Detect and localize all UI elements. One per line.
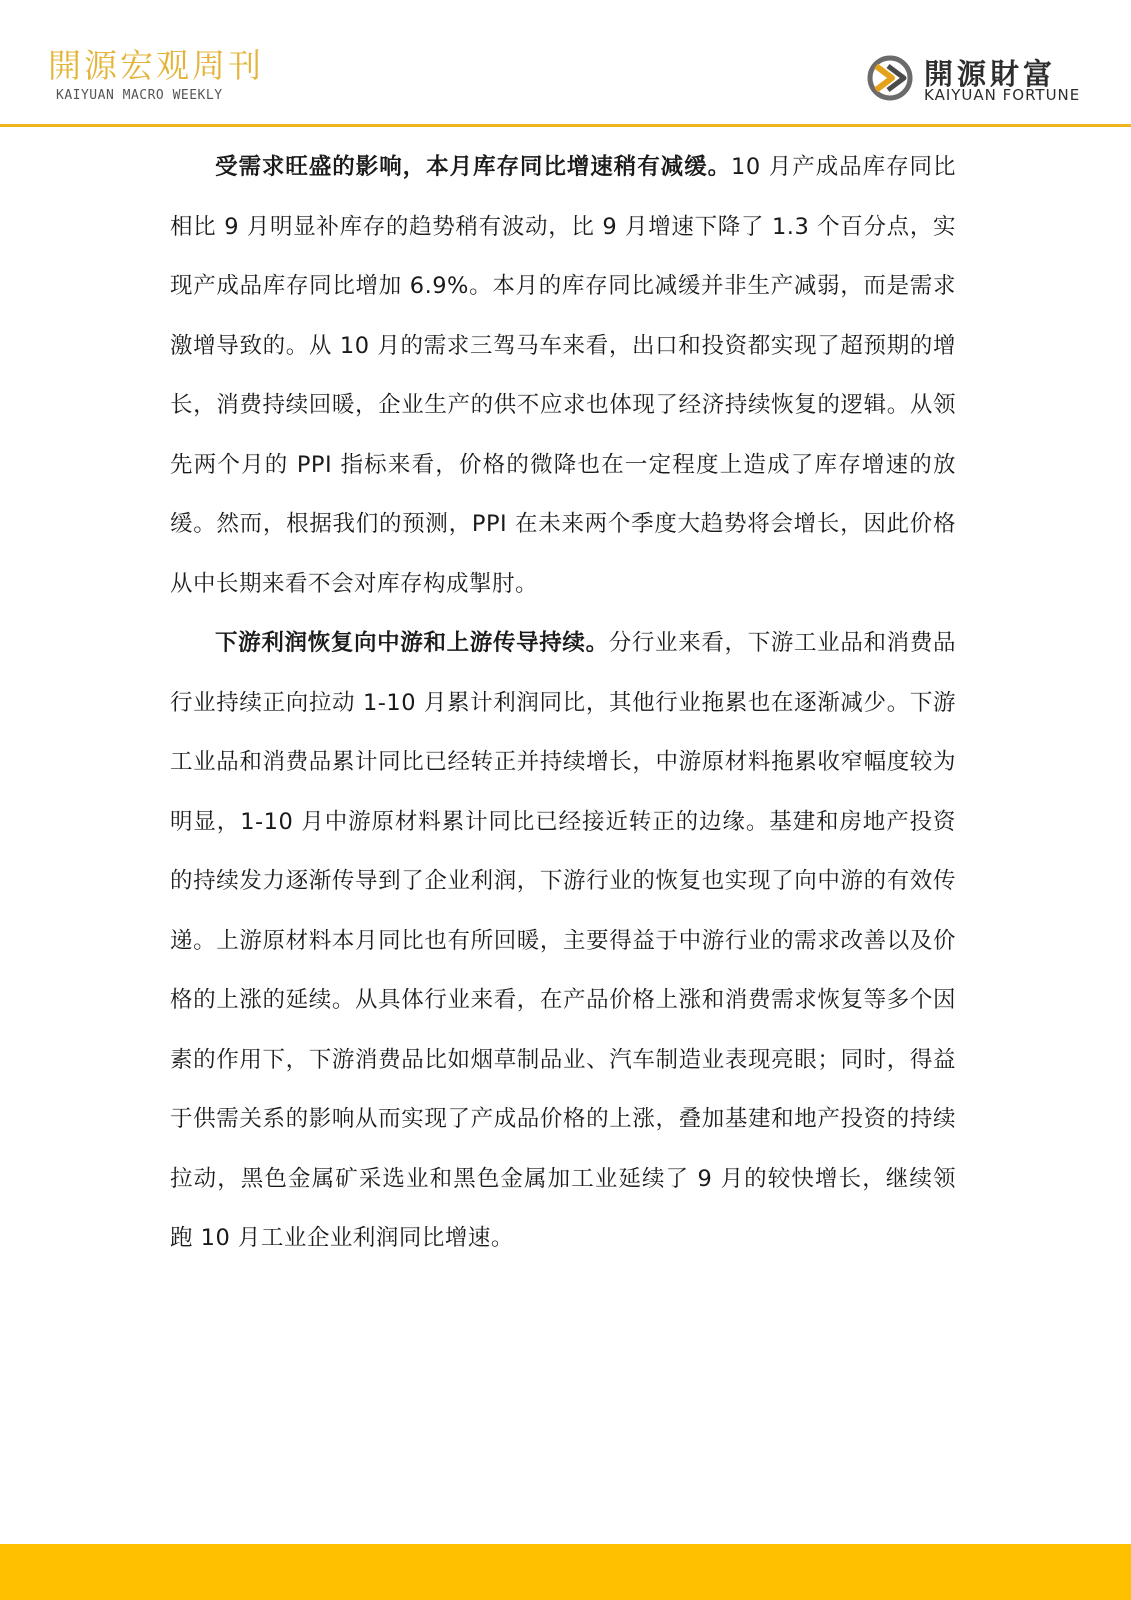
publication-title: 開源宏观周刊 bbox=[48, 46, 264, 85]
paragraph-inventory bbox=[170, 138, 956, 614]
paragraph-profit bbox=[170, 614, 956, 1269]
brand-name-en: KAIYUAN FORTUNE bbox=[924, 86, 1081, 104]
paragraph-lead: 受需求旺盛的影响，本月库存同比增速稍有减缓。 bbox=[215, 154, 732, 180]
brand-logo bbox=[866, 52, 1086, 108]
article-body bbox=[170, 138, 956, 1269]
paragraph-text: 10 月产成品库存同比相比 9 月明显补库存的趋势稍有波动，比 9 月增速下降了 1.3 个百分点，实现产成品库存同比增加 6.9%。本月的库存同比减缓并非生产减弱，而是需求激增导致的。从 10 月的需求三驾马车来看，出口和投资都实现了超预期的增长，消费持续回暖，企业生产的供不应求也体现了经济持续恢复的逻辑。从领先两个月的 PPI 指标来看，价格的微降也在一定程度上造成了库存增速的放缓。然而，根据我们的预测，PPI 在未来两个季度大趋势将会增长，因此价格从中长期来看不会对库存构成掣肘。 bbox=[170, 154, 956, 597]
page-header bbox=[0, 0, 1131, 128]
footer-bar bbox=[0, 1544, 1131, 1600]
brand-logo-icon bbox=[866, 52, 914, 104]
brand-name-cn: 開源財富 bbox=[924, 57, 1057, 91]
publication-subtitle: KAIYUAN MACRO WEEKLY bbox=[56, 88, 223, 103]
paragraph-text: 分行业来看，下游工业品和消费品行业持续正向拉动 1-10 月累计利润同比，其他行业拖累也在逐渐减少。下游工业品和消费品累计同比已经转正并持续增长，中游原材料拖累收窄幅度较为明显，1-10 月中游原材料累计同比已经接近转正的边缘。基建和房地产投资的持续发力逐渐传导到了企业利润，下游行业的恢复也实现了向中游的有效传递。上游原材料本月同比也有所回暖，主要得益于中游行业的需求改善以及价格的上涨的延续。从具体行业来看，在产品价格上涨和消费需求恢复等多个因素的作用下，下游消费品比如烟草制品业、汽车制造业表现亮眼；同时，得益于供需关系的影响从而实现了产成品价格的上涨，叠加基建和地产投资的持续拉动，黑色金属矿采选业和黑色金属加工业延续了 9 月的较快增长，继续领跑 10 月工业企业利润同比增速。 bbox=[170, 630, 956, 1251]
paragraph-lead: 下游利润恢复向中游和上游传导持续。 bbox=[215, 630, 609, 656]
header-divider bbox=[0, 124, 1131, 127]
